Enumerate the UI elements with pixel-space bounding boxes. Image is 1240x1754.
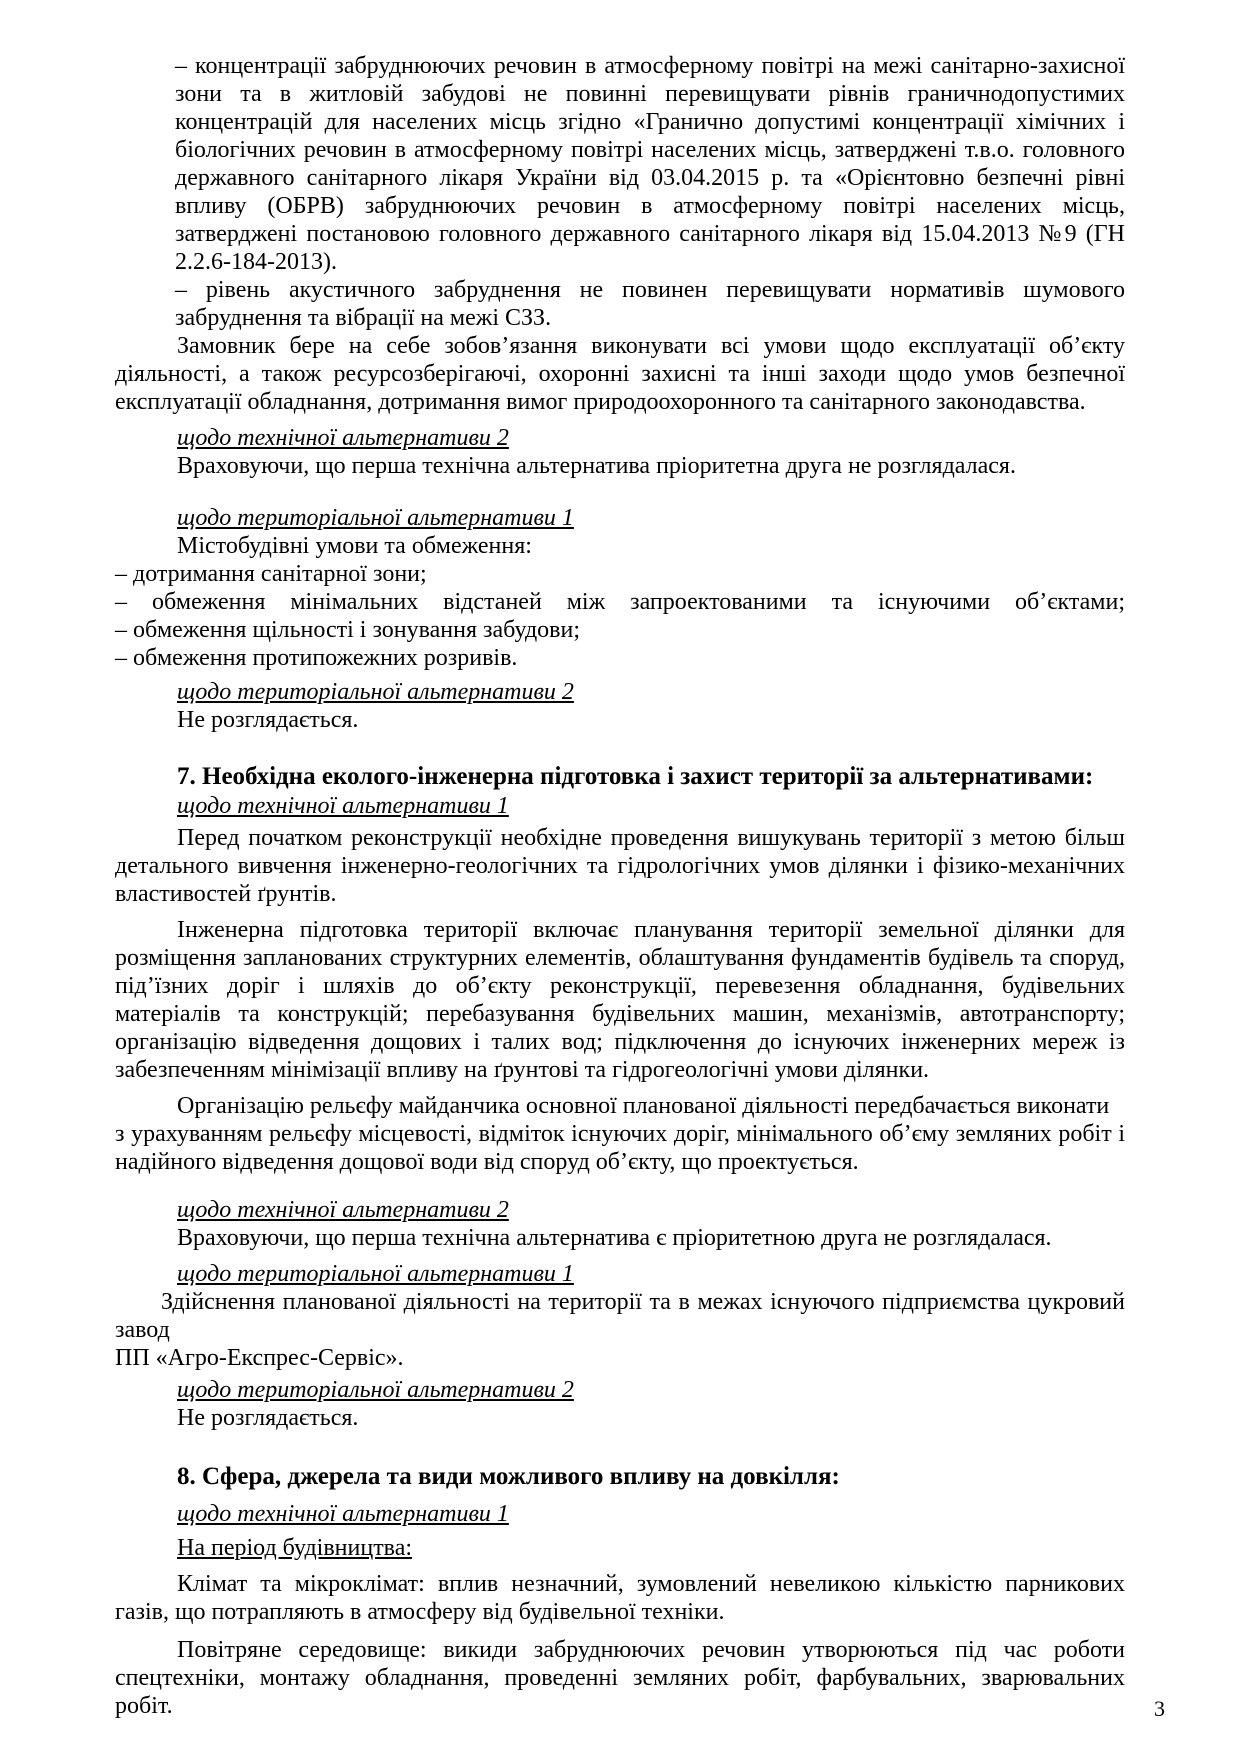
paragraph-climate-impact: Клімат та мікроклімат: вплив незначний, зумовлений невеликою кількістю парникових газів, що потрапляють в атмосферу від будівельної техніки. — [115, 1571, 1125, 1625]
urban-condition-item: – обмеження щільності і зонування забудови; — [115, 617, 580, 643]
paragraph-concentration-limits: – концентрації забруднюючих речовин в атмосферному повітрі на межі санітарно-захисної зони та в житловій забудові не повинні перевищувати рівнів граничнодопустимих концентрацій для населених місць згідно «Гранично допустимі концентрації хімічних і біологічних речовин в атмосферному повітрі населених місць, затверджені т.в.о. головного державного санітарного лікаря України від 03.04.2015 р. та «Орієнтовно безпечні рівні впливу (ОБРВ) забруднюючих речовин в атмосферному повітрі населених місць, затверджені постановою головного державного санітарного лікаря від 15.04.2013 №9 (ГН 2.2.6-184-2013). — [175, 53, 1125, 275]
heading-territorial-alternative-2: щодо територіальної альтернативи 2 — [177, 679, 574, 705]
paragraph-implementation-location — [115, 1288, 1125, 1372]
heading-territorial-alternative-1: щодо територіальної альтернативи 1 — [177, 1261, 574, 1287]
heading-technical-alternative-1: щодо технічної альтернативи 1 — [177, 1501, 509, 1527]
paragraph-territory-survey: Перед початком реконструкції необхідне проведення вишукувань території з метою більш детального вивчення інженерно-геологічних та гідрологічних умов ділянки і фізико-механічних властивостей ґрунтів. — [115, 825, 1125, 907]
heading-technical-alternative-2: щодо технічної альтернативи 2 — [177, 425, 509, 451]
urban-condition-item: – дотримання санітарної зони; — [115, 561, 427, 587]
document-content — [115, 52, 1125, 1720]
construction-period-label: На період будівництва: — [177, 1535, 413, 1561]
relief-line: надійного відведення дощової води від споруд об’єкту, що проектується. — [115, 1149, 859, 1175]
paragraph-technical-alternative-2: Враховуючи, що перша технічна альтернатива пріоритетна друга не розглядалася. — [177, 453, 1016, 479]
heading-technical-alternative-1: щодо технічної альтернативи 1 — [177, 793, 509, 819]
relief-line: Організацію рельєфу майданчика основної планованої діяльності передбачається виконати — [177, 1093, 1110, 1119]
implementation-line: ПП «Агро-Експрес-Сервіс». — [115, 1345, 404, 1371]
page-number: 3 — [1154, 1696, 1165, 1721]
relief-line: з урахуванням рельєфу місцевості, відміток існуючих доріг, мінімального об’єму земляних робіт і — [115, 1121, 1125, 1147]
paragraph-customer-obligations: Замовник бере на себе зобов’язання виконувати всі умови щодо експлуатації об’єкту діяльності, а також ресурсозберігаючі, охоронні захисні та інші заходи щодо умов безпечної експлуатації обладнання, дотримання вимог природоохоронного та санітарного законодавства. — [115, 333, 1125, 415]
section-8-heading: 8. Сфера, джерела та види можливого впливу на довкілля: — [177, 1463, 840, 1490]
section-7-heading: 7. Необхідна еколого-інженерна підготовка і захист території за альтернативами: — [177, 763, 1094, 790]
urban-conditions-title: Містобудівні умови та обмеження: — [177, 533, 532, 559]
heading-territorial-alternative-2: щодо територіальної альтернативи 2 — [177, 1377, 574, 1403]
urban-condition-item: – обмеження протипожежних розривів. — [115, 645, 518, 671]
paragraph-engineering-preparation: Інженерна підготовка території включає планування території земельної ділянки для розміщення запланованих структурних елементів, облаштування фундаментів будівель та споруд, під’їзних доріг і шляхів до об’єкту реконструкції, перевезення обладнання, будівельних матеріалів та конструкцій; перебазування будівельних машин, механізмів, автотранспорту; організацію відведення дощових і талих вод; підключення до існуючих інженерних мереж із забезпеченням мінімізації впливу на ґрунтові та гідрогеологічні умови ділянки. — [115, 917, 1125, 1083]
territorial-alternative-2-text: Не розглядається. — [177, 1405, 359, 1431]
paragraph-acoustic-pollution: – рівень акустичного забруднення не повинен перевищувати нормативів шумового забруднення та вібрації на межі СЗЗ. — [175, 277, 1125, 331]
paragraph-technical-alternative-2: Враховуючи, що перша технічна альтернатива є пріоритетною друга не розглядалася. — [177, 1225, 1052, 1251]
implementation-line: Здійснення планованої діяльності на території та в межах існуючого підприємства цукровий завод — [115, 1289, 1125, 1343]
heading-territorial-alternative-1: щодо територіальної альтернативи 1 — [177, 505, 574, 531]
territorial-alternative-2-text: Не розглядається. — [177, 707, 359, 733]
paragraph-relief-organization — [115, 1092, 1125, 1176]
paragraph-air-impact: Повітряне середовище: викиди забруднюючих речовин утворюються під час роботи спецтехніки, монтажу обладнання, проведенні земляних робіт, фарбувальних, зварювальних робіт. — [115, 1637, 1125, 1719]
heading-technical-alternative-2: щодо технічної альтернативи 2 — [177, 1197, 509, 1223]
urban-condition-item: – обмеження мінімальних відстаней між запроектованими та існуючими об’єктами; — [115, 589, 1125, 615]
